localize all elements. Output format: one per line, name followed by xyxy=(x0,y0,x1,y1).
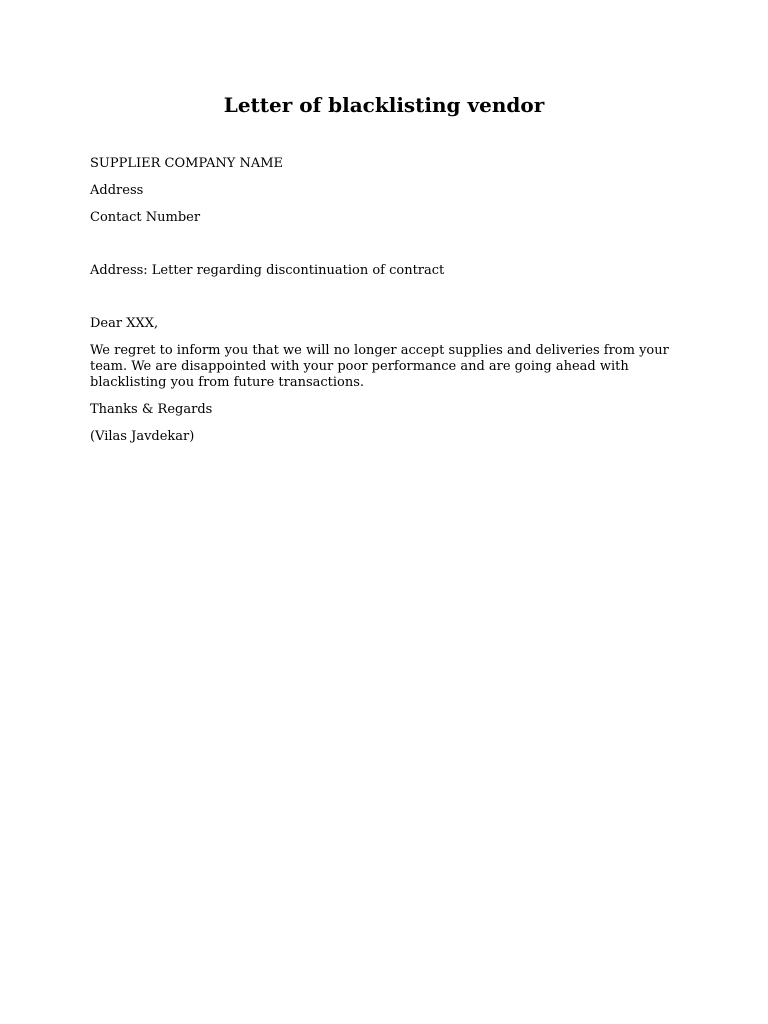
letter-title: Letter of blacklisting vendor xyxy=(223,93,545,117)
recipient-company: SUPPLIER COMPANY NAME xyxy=(90,156,284,171)
letter-body-line: team. We are disappointed with your poor performance and are going ahead with xyxy=(90,359,629,374)
letter-body-line: We regret to inform you that we will no longer accept supplies and deliveries from your xyxy=(90,343,669,358)
recipient-address: Address xyxy=(90,183,144,198)
letter-signature: (Vilas Javdekar) xyxy=(90,429,195,444)
letter-body xyxy=(90,343,670,391)
letter-salutation: Dear XXX, xyxy=(90,316,159,331)
letter-body-line: blacklisting you from future transactions. xyxy=(90,375,365,390)
letter-subject: Address: Letter regarding discontinuation of contract xyxy=(90,263,445,278)
recipient-contact: Contact Number xyxy=(90,210,201,225)
letter-closing: Thanks & Regards xyxy=(90,402,213,417)
